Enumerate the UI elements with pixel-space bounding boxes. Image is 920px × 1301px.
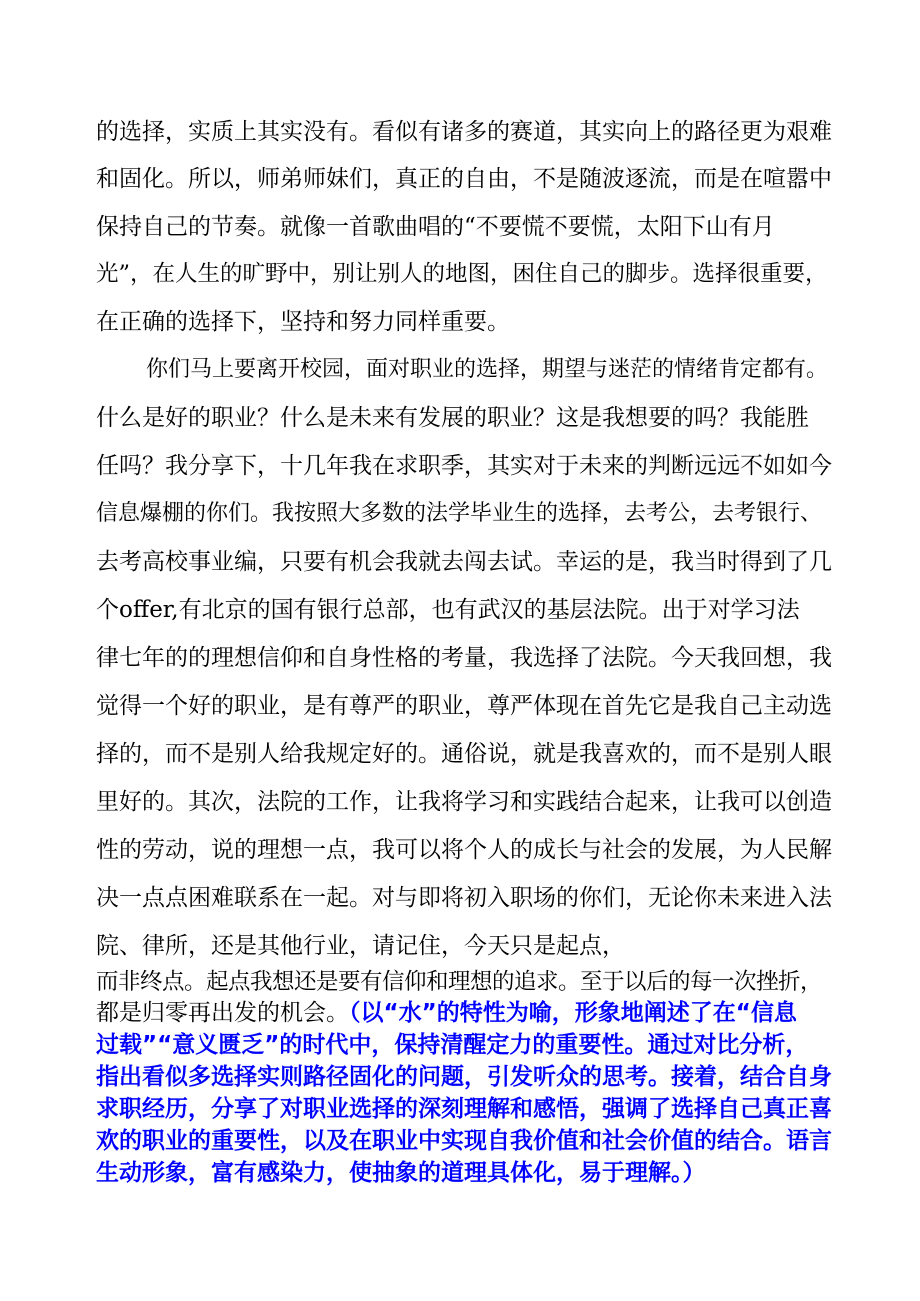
paragraph2-line: 觉得一个好的职业，是有尊严的职业，尊严体现在首先它是我自己主动选 [96,693,832,719]
paragraph1-line: 光”，在人生的旷野中，别让别人的地图，困住自己的脚步。选择很重要， [96,261,828,287]
commentary-line: 欢的职业的重要性，以及在职业中实现自我价值和社会价值的结合。语言 [96,1128,832,1154]
paragraph2-line: 院、律所，还是其他行业，请记住，今天只是起点， [96,933,625,959]
commentary-line: 指出看似多选择实则路径固化的问题，引发听众的思考。接着，结合自身 [96,1064,832,1090]
paragraph2-line: 性的劳动，说的理想一点，我可以将个人的成长与社会的发展，为人民解 [96,837,832,863]
paragraph2-line: 择的，而不是别人给我规定好的。通俗说，就是我喜欢的，而不是别人眼 [96,741,832,767]
paragraph2-line: 去考高校事业编，只要有机会我就去闯去试。幸运的是，我当时得到了几 [96,549,832,575]
commentary-line: 过载”“意义匮乏”的时代中，保持清醒定力的重要性。通过对比分析， [96,1032,809,1058]
paragraph1-line: 的选择，实质上其实没有。看似有诸多的赛道，其实向上的路径更为艰难 [96,119,832,145]
paragraph2-line: 律七年的的理想信仰和自身性格的考量，我选择了法院。今天我回想，我 [96,645,832,671]
paragraph2-line: 里好的。其次，法院的工作，让我将学习和实践结合起来，让我可以创造 [96,789,832,815]
paragraph2-line: 信息爆棚的你们。我按照大多数的法学毕业生的选择，去考公，去考银行、 [96,501,823,526]
mixed-line [96,997,836,1029]
paragraph1-line: 和固化。所以，师弟师妹们，真正的自由，不是随波逐流，而是在喧嚣中 [96,166,832,192]
commentary-line: 生动形象，富有感染力，使抽象的道理具体化，易于理解。） [96,1160,706,1186]
paragraph2-line: 决一点点困难联系在一起。对与即将初入职场的你们，无论你未来进入法 [96,885,832,911]
paragraph1-line: 保持自己的节奏。就像一首歌曲唱的“不要慌不要慌，太阳下山有月 [96,214,775,240]
paragraph2-line: 你们马上要离开校园，面对职业的选择，期望与迷茫的情绪肯定都有。 [146,357,829,382]
paragraph1-line: 在正确的选择下，坚持和努力同样重要。 [96,309,510,335]
paragraph2-line: 什么是好的职业？什么是未来有发展的职业？这是我想要的吗？我能胜 [96,405,809,431]
commentary-line: 求职经历，分享了对职业选择的深刻理解和感悟，强调了选择自己真正喜 [96,1096,832,1122]
closing-sentence: 都是归零再出发的机会。 [96,1000,349,1026]
paragraph2-line: 个offer,有北京的国有银行总部，也有武汉的基层法院。出于对学习法 [96,597,800,623]
paragraph2-line: 而非终点。起点我想还是要有信仰和理想的追求。至于以后的每一次挫折， [96,969,823,995]
commentary-start: （以“水”的特性为喻，形象地阐述了在“信息 [349,1000,797,1026]
paragraph2-line: 任吗？我分享下，十几年我在求职季，其实对于未来的判断远远不如如今 [96,453,832,479]
